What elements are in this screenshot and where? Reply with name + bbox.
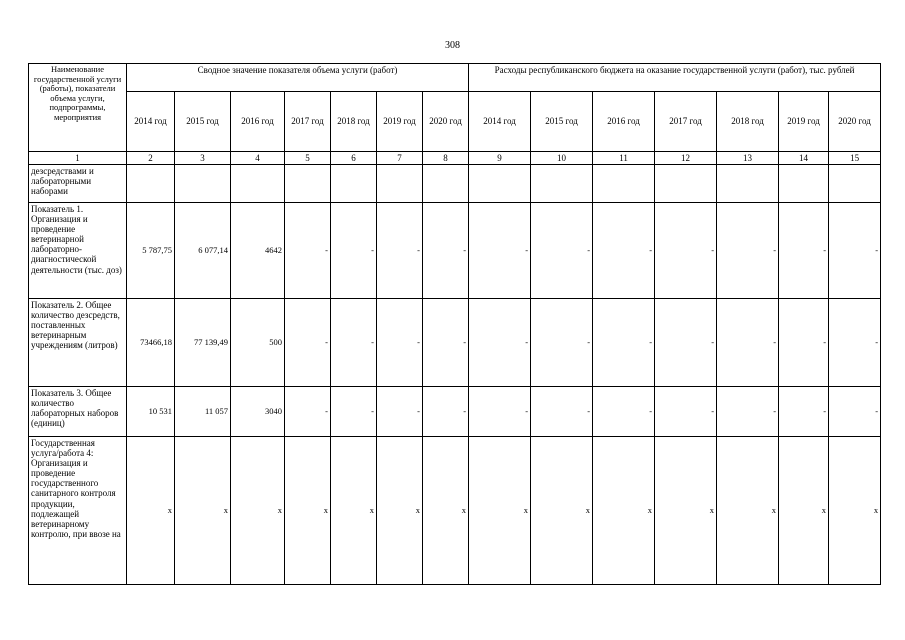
table-cell: x [531, 437, 593, 585]
row-label: Показатель 2. Общее количество дезсредств, поставленных ветеринарным учреждениям (литров) [29, 299, 127, 387]
column-number: 3 [175, 152, 231, 165]
table-cell [717, 165, 779, 203]
table-cell [423, 165, 469, 203]
column-number: 14 [779, 152, 829, 165]
table-cell: - [285, 387, 331, 437]
column-numbers-row [29, 152, 881, 165]
year-header: 2020 год [829, 92, 881, 152]
table-cell: - [717, 203, 779, 299]
table-cell: 77 139,49 [175, 299, 231, 387]
table-cell: x [593, 437, 655, 585]
row-label: Государственная услуга/работа 4: Организация и проведение государственного санитарного контроля продукции, подлежащей ветеринарному контролю, при ввозе на [29, 437, 127, 585]
year-header: 2017 год [285, 92, 331, 152]
column-number: 12 [655, 152, 717, 165]
column-number: 6 [331, 152, 377, 165]
table-cell [377, 165, 423, 203]
table-cell: - [779, 299, 829, 387]
table-cell: - [285, 299, 331, 387]
table-cell: - [593, 203, 655, 299]
table-row [29, 387, 881, 437]
column-number: 13 [717, 152, 779, 165]
table-cell: - [377, 387, 423, 437]
column-number: 8 [423, 152, 469, 165]
page-number: 308 [445, 40, 460, 51]
table-cell: - [829, 387, 881, 437]
expenses-group-header: Расходы республиканского бюджета на оказание государственной услуги (работ), тыс. рублей [469, 64, 881, 92]
column-number: 5 [285, 152, 331, 165]
table-cell: - [779, 203, 829, 299]
table-cell: - [531, 299, 593, 387]
year-header: 2014 год [469, 92, 531, 152]
table-cell [593, 165, 655, 203]
table-cell: x [829, 437, 881, 585]
year-header: 2020 год [423, 92, 469, 152]
table-cell: - [331, 299, 377, 387]
table-cell: x [127, 437, 175, 585]
table-cell: 11 057 [175, 387, 231, 437]
column-number: 10 [531, 152, 593, 165]
table-cell: - [593, 299, 655, 387]
row-label: дезсредствами и лабораторными наборами [29, 165, 127, 203]
name-column-header: Наименование государственной услуги (работы), показатели объема услуги, подпрограммы, мероприятия [29, 64, 127, 152]
table-cell: - [531, 387, 593, 437]
table-cell: 3040 [231, 387, 285, 437]
table-cell: x [231, 437, 285, 585]
table-cell: - [331, 387, 377, 437]
table-cell [285, 165, 331, 203]
column-number: 11 [593, 152, 655, 165]
table-cell: - [285, 203, 331, 299]
table-cell: x [331, 437, 377, 585]
year-header: 2015 год [531, 92, 593, 152]
table-cell [175, 165, 231, 203]
table-row [29, 203, 881, 299]
table-cell: - [377, 203, 423, 299]
table-cell: - [829, 299, 881, 387]
table-cell: x [779, 437, 829, 585]
table-cell: - [779, 387, 829, 437]
table-cell: - [655, 203, 717, 299]
table-cell: - [423, 203, 469, 299]
years-header-row [29, 92, 881, 152]
table-cell: - [331, 203, 377, 299]
table-body [29, 165, 881, 585]
table-cell [331, 165, 377, 203]
table-cell: - [423, 387, 469, 437]
year-header: 2016 год [593, 92, 655, 152]
table-row [29, 165, 881, 203]
column-number: 9 [469, 152, 531, 165]
table-cell: 500 [231, 299, 285, 387]
table-cell: 4642 [231, 203, 285, 299]
table-cell: 73466,18 [127, 299, 175, 387]
table-cell: - [377, 299, 423, 387]
row-label: Показатель 3. Общее количество лабораторных наборов (единиц) [29, 387, 127, 437]
table-cell: - [469, 387, 531, 437]
year-header: 2018 год [331, 92, 377, 152]
table-cell: - [593, 387, 655, 437]
year-header: 2019 год [377, 92, 423, 152]
table-cell: x [717, 437, 779, 585]
table-cell: - [717, 299, 779, 387]
table-cell: - [469, 299, 531, 387]
table-cell [469, 165, 531, 203]
table-row [29, 437, 881, 585]
table-cell [231, 165, 285, 203]
table-cell [655, 165, 717, 203]
year-header: 2019 год [779, 92, 829, 152]
table-cell: x [285, 437, 331, 585]
table-cell: x [655, 437, 717, 585]
year-header: 2018 год [717, 92, 779, 152]
row-label: Показатель 1. Организация и проведение ветеринарной лабораторно-диагностической деятельности (тыс. доз) [29, 203, 127, 299]
table-cell [829, 165, 881, 203]
year-header: 2015 год [175, 92, 231, 152]
year-header: 2016 год [231, 92, 285, 152]
table-cell [779, 165, 829, 203]
year-header: 2014 год [127, 92, 175, 152]
budget-table [28, 63, 881, 585]
table-cell [531, 165, 593, 203]
column-number: 1 [29, 152, 127, 165]
table-cell: x [469, 437, 531, 585]
column-number: 4 [231, 152, 285, 165]
table-cell: x [423, 437, 469, 585]
table-cell [127, 165, 175, 203]
table-cell: - [531, 203, 593, 299]
year-header: 2017 год [655, 92, 717, 152]
table-cell: - [423, 299, 469, 387]
table-cell: 5 787,75 [127, 203, 175, 299]
column-number: 15 [829, 152, 881, 165]
table-cell: x [377, 437, 423, 585]
column-number: 2 [127, 152, 175, 165]
table-row [29, 299, 881, 387]
table-cell: 10 531 [127, 387, 175, 437]
table-cell: 6 077,14 [175, 203, 231, 299]
column-number: 7 [377, 152, 423, 165]
volume-group-header: Сводное значение показателя объема услуги (работ) [127, 64, 469, 92]
table-cell: - [829, 203, 881, 299]
table-cell: - [655, 299, 717, 387]
table-cell: - [717, 387, 779, 437]
table-cell: x [175, 437, 231, 585]
table-cell: - [469, 203, 531, 299]
table-cell: - [655, 387, 717, 437]
